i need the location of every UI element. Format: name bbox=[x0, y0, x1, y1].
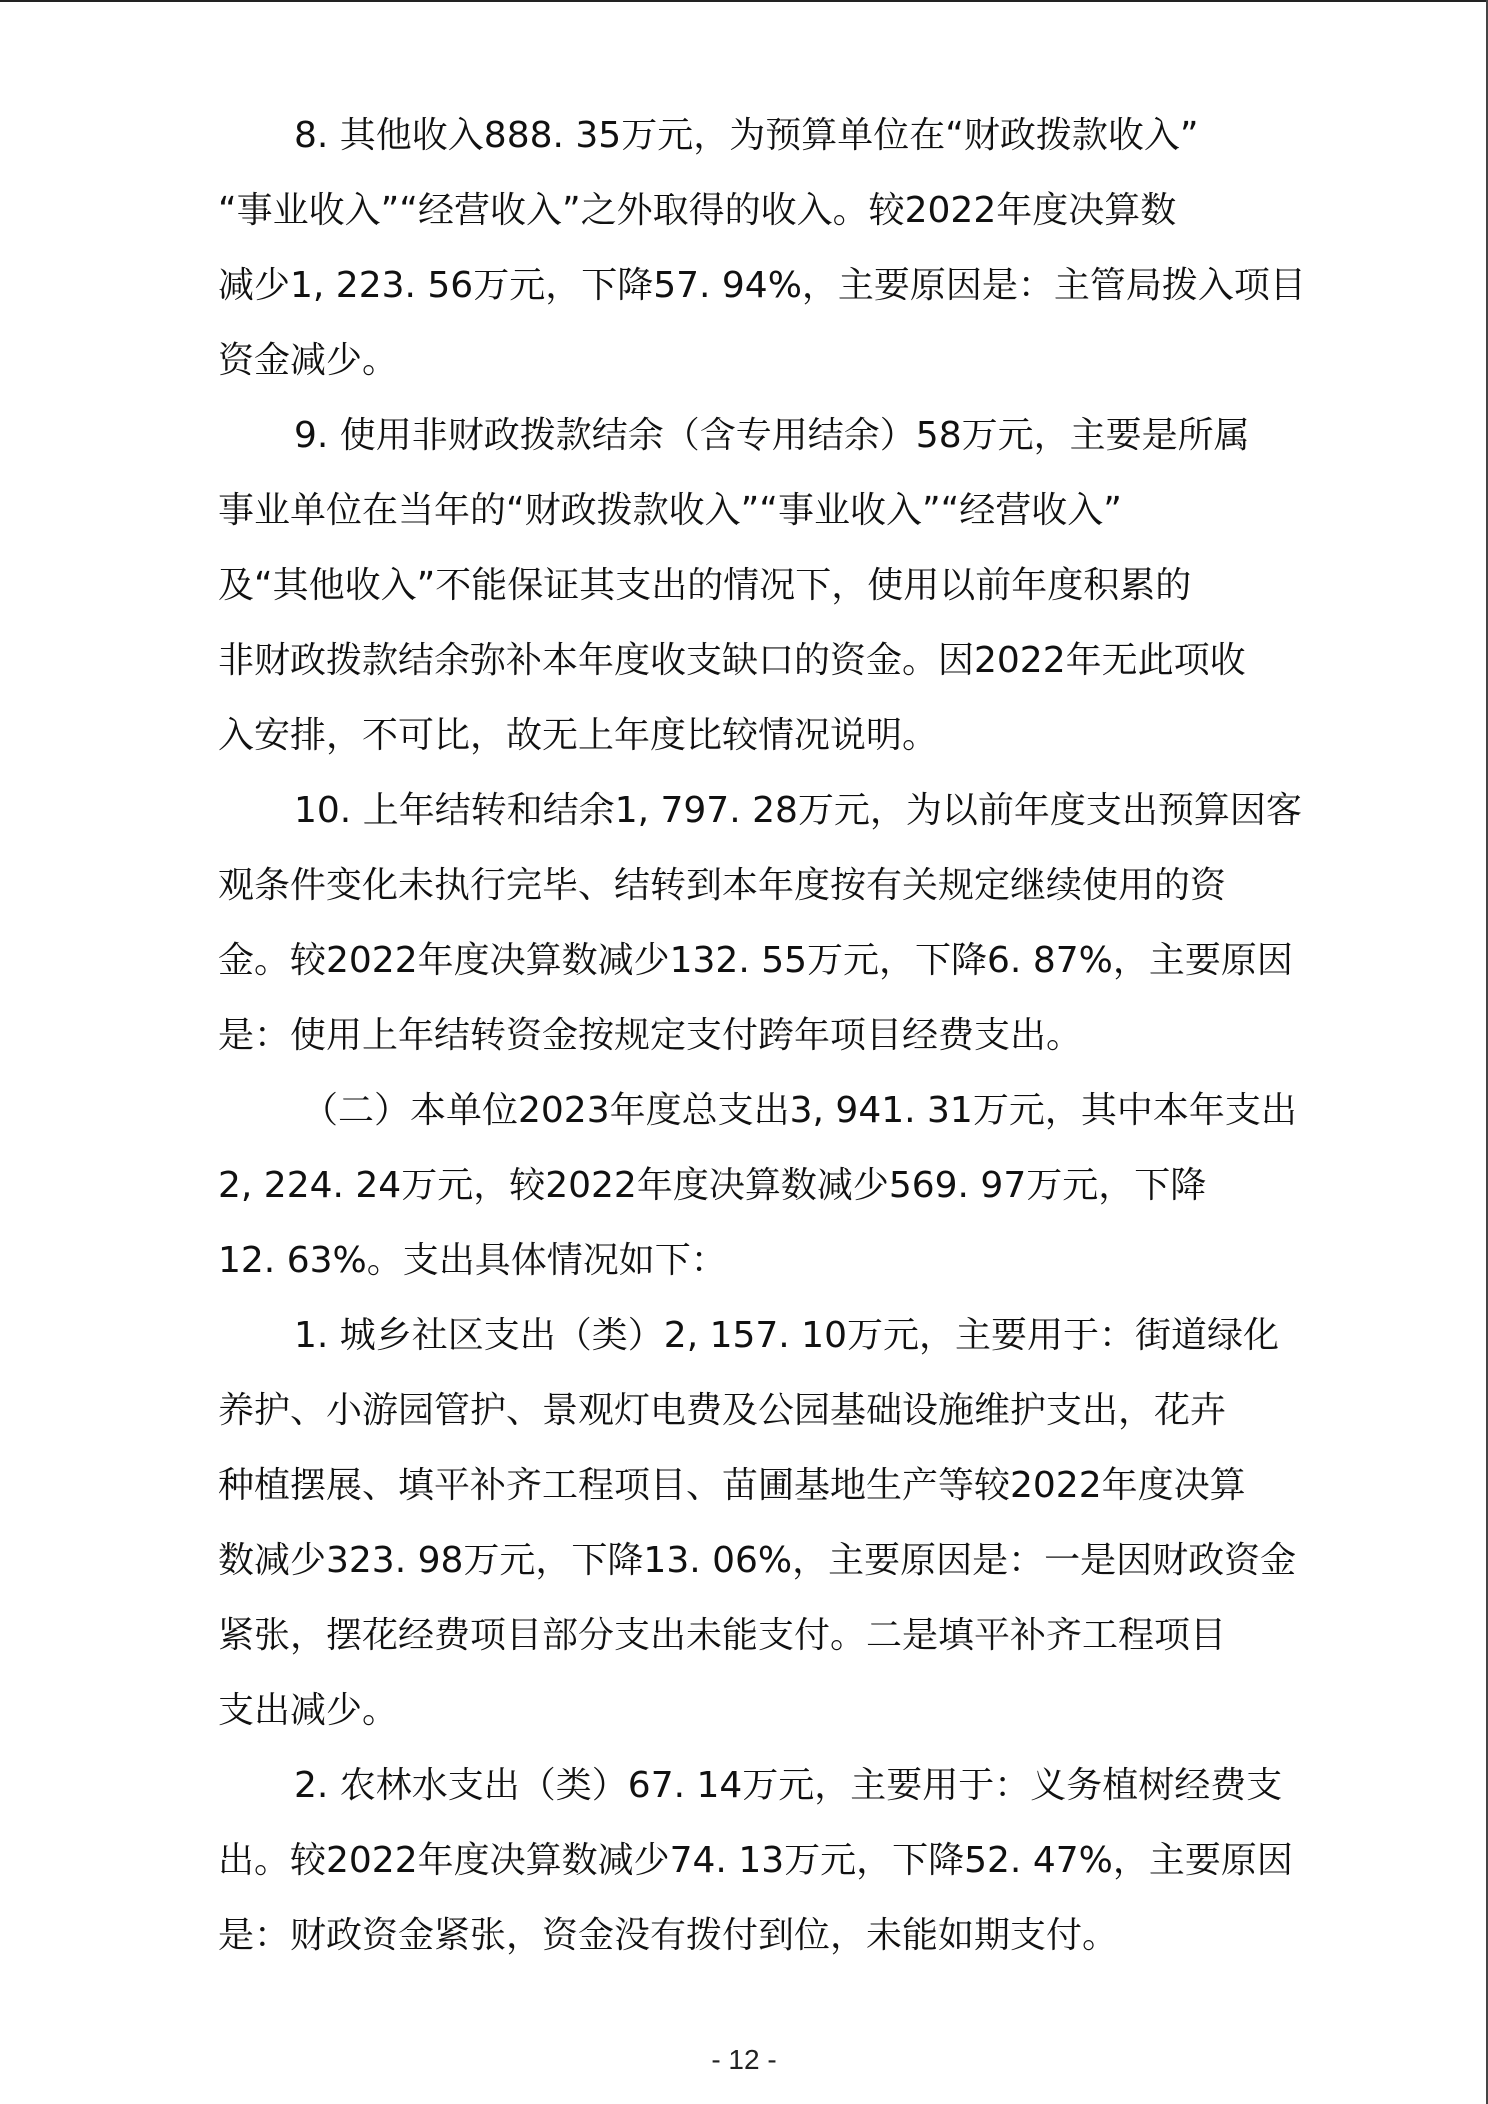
paragraph-line: 是：财政资金紧张，资金没有拨付到位，未能如期支付。 bbox=[218, 1915, 1119, 1956]
paragraph-line: 观条件变化未执行完毕、结转到本年度按有关规定继续使用的资 bbox=[218, 865, 1227, 906]
paragraph-line: 紧张，摆花经费项目部分支出未能支付。二是填平补齐工程项目 bbox=[218, 1615, 1227, 1656]
paragraph-line: 12. 63%。支出具体情况如下： bbox=[218, 1240, 727, 1281]
paragraph-line: 事业单位在当年的“财政拨款收入”“事业收入”“经营收入” bbox=[218, 490, 1122, 531]
paragraph-line: 8. 其他收入888. 35万元，为预算单位在“财政拨款收入” bbox=[294, 115, 1199, 156]
paragraph-line: 10. 上年结转和结余1, 797. 28万元，为以前年度支出预算因客 bbox=[294, 790, 1302, 831]
paragraph-line: 数减少323. 98万元，下降13. 06%，主要原因是：一是因财政资金 bbox=[218, 1540, 1297, 1581]
paragraph-line: 2, 224. 24万元，较2022年度决算数减少569. 97万元，下降 bbox=[218, 1165, 1207, 1206]
paragraph-line: 金。较2022年度决算数减少132. 55万元，下降6. 87%，主要原因 bbox=[218, 940, 1293, 981]
paragraph-line: 种植摆展、填平补齐工程项目、苗圃基地生产等较2022年度决算 bbox=[218, 1465, 1246, 1506]
paragraph-line: 1. 城乡社区支出（类）2, 157. 10万元，主要用于：街道绿化 bbox=[294, 1315, 1279, 1356]
page-top-border bbox=[0, 0, 1488, 2]
page-number: - 12 - bbox=[711, 2044, 777, 2075]
paragraph-line: “事业收入”“经营收入”之外取得的收入。较2022年度决算数 bbox=[218, 190, 1177, 231]
paragraph-line: 支出减少。 bbox=[218, 1690, 399, 1731]
paragraph-line: 出。较2022年度决算数减少74. 13万元，下降52. 47%，主要原因 bbox=[218, 1840, 1293, 1881]
document-body bbox=[218, 98, 1306, 1973]
paragraph-line: 9. 使用非财政拨款结余（含专用结余）58万元，主要是所属 bbox=[294, 415, 1250, 456]
paragraph-line: 养护、小游园管护、景观灯电费及公园基础设施维护支出，花卉 bbox=[218, 1390, 1227, 1431]
paragraph-line: 2. 农林水支出（类）67. 14万元，主要用于：义务植树经费支 bbox=[294, 1765, 1283, 1806]
paragraph-line: 是：使用上年结转资金按规定支付跨年项目经费支出。 bbox=[218, 1015, 1083, 1056]
paragraph-line: 入安排，不可比，故无上年度比较情况说明。 bbox=[218, 715, 939, 756]
paragraph-line: 资金减少。 bbox=[218, 340, 399, 381]
paragraph-line: 减少1, 223. 56万元，下降57. 94%，主要原因是：主管局拨入项目 bbox=[218, 265, 1306, 306]
section-heading-line: （二）本单位2023年度总支出3, 941. 31万元，其中本年支出 bbox=[302, 1090, 1297, 1131]
paragraph-line: 及“其他收入”不能保证其支出的情况下，使用以前年度积累的 bbox=[218, 565, 1192, 606]
paragraph-line: 非财政拨款结余弥补本年度收支缺口的资金。因2022年无此项收 bbox=[218, 640, 1246, 681]
